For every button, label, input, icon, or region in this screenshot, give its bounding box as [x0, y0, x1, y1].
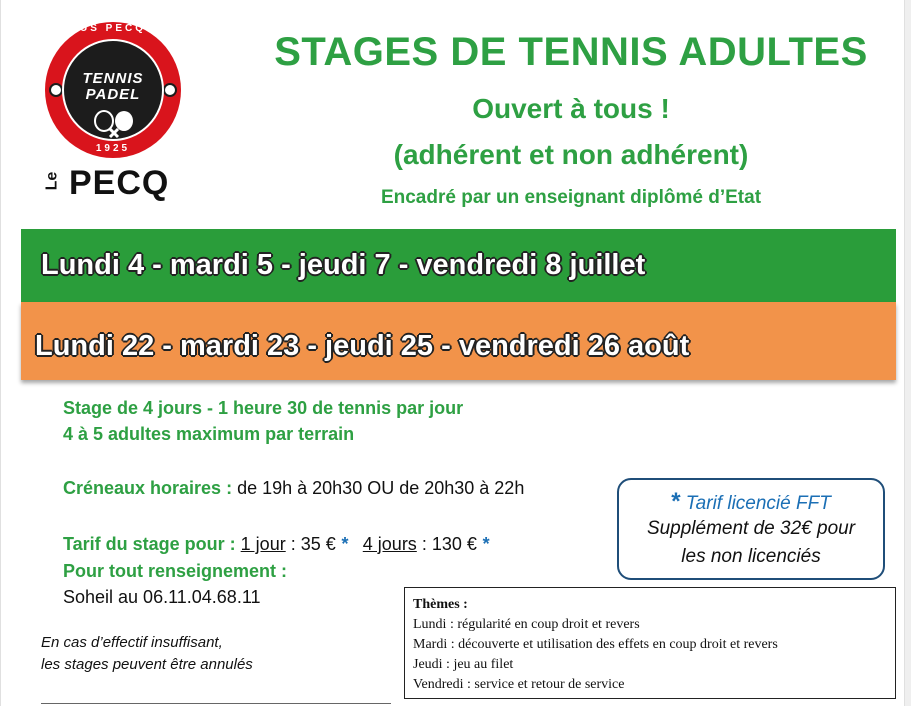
time-slots [63, 478, 524, 499]
pricing-four-days: 4 jours [362, 534, 417, 554]
logo-town [45, 164, 205, 204]
fft-rate-label: Tarif licencié FFT [680, 493, 831, 514]
pricing-one-day-price: : 35 € [285, 534, 341, 554]
pricing-label: Tarif du stage pour : [63, 534, 241, 554]
logo-year: 1925 [95, 143, 131, 154]
subtitle-open: Ouvert à tous ! [472, 93, 670, 124]
pricing-one-day: 1 jour [240, 534, 286, 554]
page-edge-shadow [905, 0, 911, 706]
club-logo [45, 22, 185, 202]
pricing [63, 534, 489, 555]
logo-dot-right [163, 83, 177, 97]
fft-rate-title [619, 488, 883, 516]
subtitle-members: (adhérent et non adhérent) [393, 139, 749, 170]
logo-top-text: US PECQ [79, 23, 146, 34]
logo-town-name: PECQ [69, 164, 170, 202]
asterisk-icon: * [481, 534, 489, 554]
logo-ring [45, 22, 181, 158]
theme-thursday: Jeudi : jeu au filet [413, 657, 514, 672]
fft-non-licensed: les non licenciés [681, 546, 821, 567]
theme-friday: Vendredi : service et retour de service [413, 677, 625, 692]
pricing-four-days-price: : 130 € [416, 534, 482, 554]
august-dates-band: Lundi 22 - mardi 23 - jeudi 25 - vendredi 26 août [21, 302, 896, 380]
asterisk-icon: * [671, 488, 681, 515]
contact-phone: Soheil au 06.11.04.68.11 [63, 587, 261, 607]
time-slots-label: Créneaux horaires : [63, 478, 233, 498]
cancel-notice-line1: En cas d’effectif insuffisant, [41, 634, 223, 651]
cancel-notice-line2: les stages peuvent être annulés [41, 656, 253, 673]
themes-box [404, 587, 896, 699]
stage-duration: Stage de 4 jours - 1 heure 30 de tennis par jour [63, 398, 464, 418]
logo-line-tennis: TENNIS [82, 70, 144, 87]
fft-supplement: Supplément de 32€ pour [646, 518, 856, 539]
divider [41, 703, 391, 704]
logo-line-padel: PADEL [85, 86, 141, 103]
logo-dot-left [49, 83, 63, 97]
themes-title: Thèmes : [413, 597, 468, 612]
asterisk-icon: * [340, 534, 348, 554]
july-dates-band: Lundi 4 - mardi 5 - jeudi 7 - vendredi 8 juillet [21, 229, 896, 302]
fft-rate-box [617, 478, 885, 580]
theme-tuesday: Mardi : découverte et utilisation des effets en coup droit et revers [413, 637, 778, 652]
theme-monday: Lundi : régularité en coup droit et revers [413, 617, 640, 632]
time-slots-value: de 19h à 20h30 OU de 20h30 à 22h [232, 478, 525, 498]
stage-capacity: 4 à 5 adultes maximum par terrain [63, 424, 355, 444]
info-label: Pour tout renseignement : [63, 561, 288, 581]
logo-le: Le [43, 171, 61, 191]
subtitle-coach: Encadré par un enseignant diplômé d’Etat [380, 187, 762, 208]
page-title: STAGES DE TENNIS ADULTES [274, 30, 868, 74]
